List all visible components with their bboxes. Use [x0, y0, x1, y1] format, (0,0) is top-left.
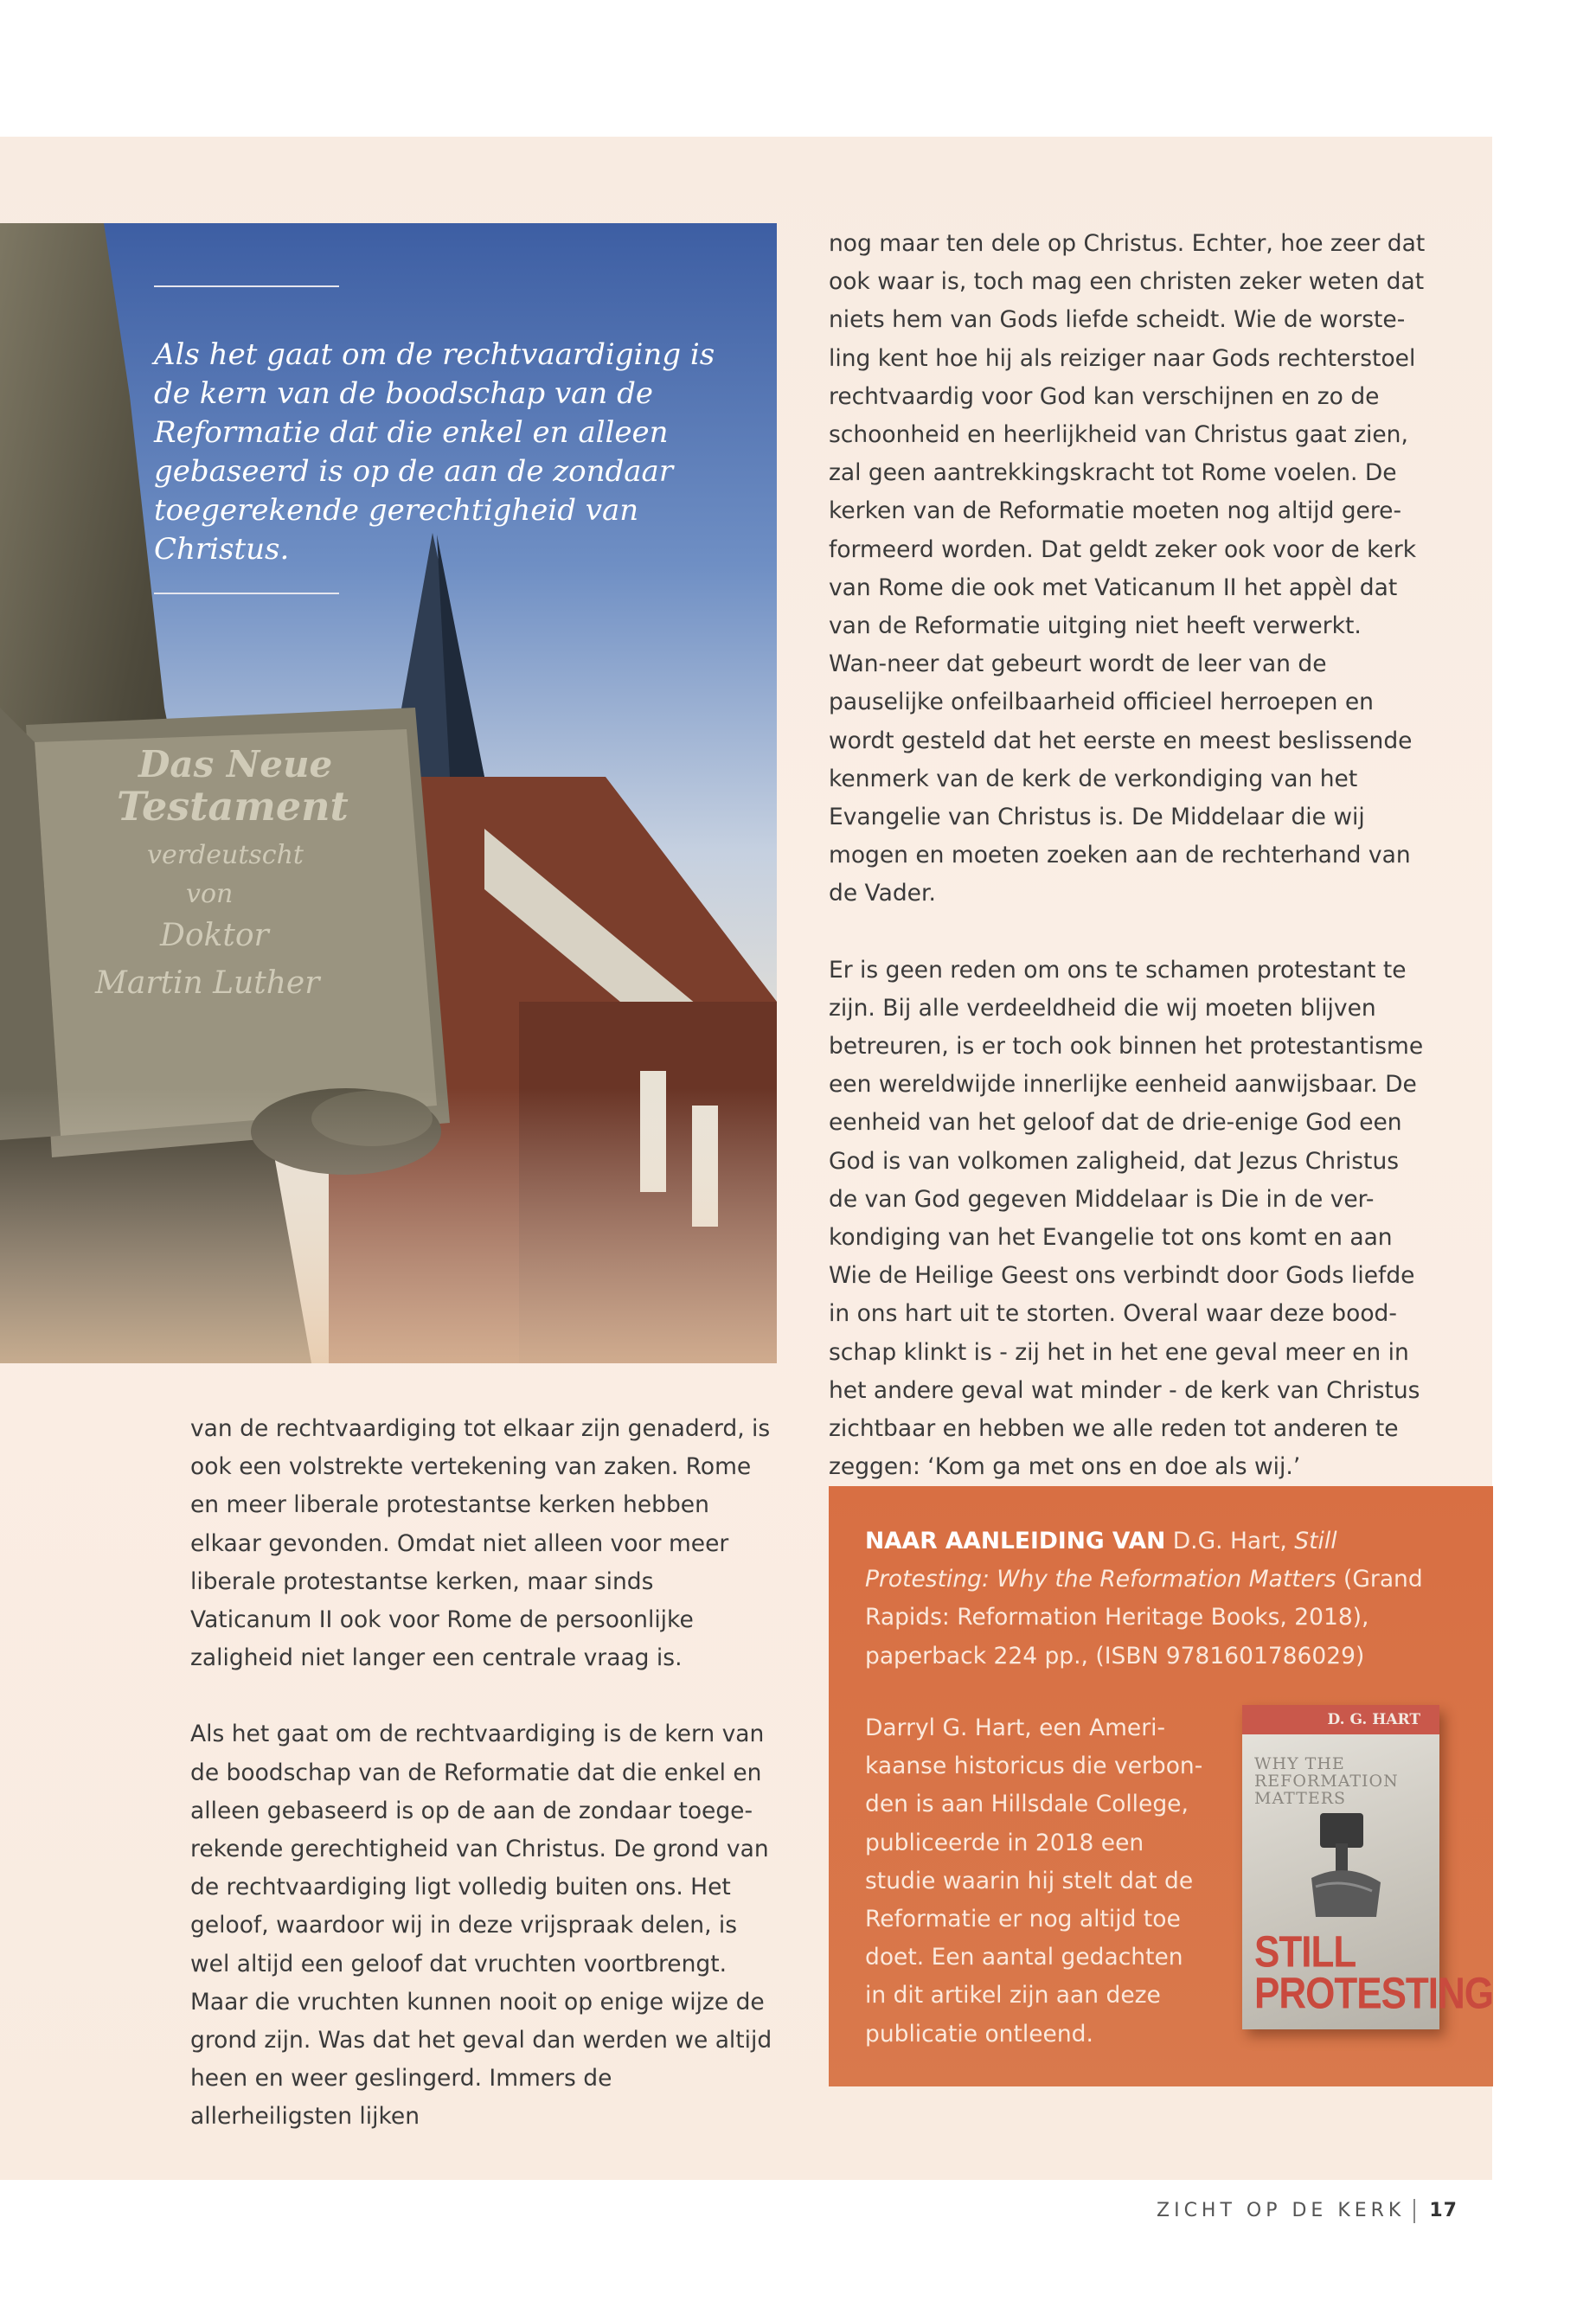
right-paragraph-2: Er is geen reden om ons te schamen protestant te zijn. Bij alle verdeeldheid die wij moeten blijven betreuren, is er toch ook binnen het protestantisme een wereldwijde innerlijke eenheid aanwijsbaar. De eenheid van het geloof dat de drie-enige God een God is van volkomen zaligheid, dat Jezus Christus de van God gegeven Middelaar is Die in de ver-kondiging van het Evangelie tot ons komt en aan Wie de Heilige Geest ons verbindt door Gods liefde in ons hart uit te storten. Overal waar deze bood-schap klinkt is - zij het in het ene geval meer en in het andere geval wat minder - de kerk van Christus zichtbaar en hebben we alle reden tot anderen te zeggen: ‘Kom ga met ons en doe als wij.’	[829, 956, 1424, 1481]
citation-title: Still Protesting: Why the Reformation Matters	[865, 1528, 1337, 1593]
fist-hammer-icon	[1294, 1809, 1398, 1921]
book-reference-box	[829, 1486, 1493, 2086]
book-text-martin-luther: Martin Luther	[95, 965, 320, 1001]
book-text-von: von	[186, 879, 234, 909]
book-text-doktor: Doktor	[160, 918, 269, 953]
book-text-das-neue: Das Neue	[138, 743, 333, 785]
citation-details: (Grand Rapids: Reformation Heritage Books, 2018), paperback 224 pp., (ISBN 9781601786029)	[865, 1566, 1423, 1670]
footer-divider	[1413, 2199, 1415, 2223]
citation-author: D.G. Hart,	[1172, 1528, 1287, 1554]
book-citation	[865, 1522, 1436, 1676]
article-column-left	[190, 1410, 779, 2137]
citation-lead: NAAR AANLEIDING VAN	[865, 1528, 1166, 1554]
author-bio: Darryl G. Hart, een Ameri-kaanse historicus die verbon-den is aan Hillsdale College, publiceerde in 2018 een studie waarin hij stelt dat de Reformatie er nog altijd toe doet. Een aantal gedachten in dit artikel zijn aan deze publicatie ontleend.	[865, 1715, 1203, 2048]
book-cover-subtitle: WHY THE REFORMATION MATTERS	[1254, 1754, 1399, 1808]
left-paragraph-2: Als het gaat om de rechtvaardiging is de kern van de boodschap van de Reformatie dat die enkel en alleen gebaseerd is op de aan de zondaar toege-rekende gerechtigheid van Christus. De grond van de rechtvaardiging ligt volledig buiten ons. Het geloof, waardoor wij in deze vrijspraak delen, is wel altijd een geloof dat vruchten voortbrengt. Maar die vruchten kunnen nooit op enige wijze de grond zijn. Was dat het geval dan werden we altijd heen en weer geslingerd. Immers de allerheiligsten lijken	[190, 1721, 772, 2131]
pull-quote: Als het gaat om de rechtvaardiging is de kern van de boodschap van de Reformatie dat die enkel en alleen gebaseerd is op de aan de zondaar toegerekende gerechtigheid van Christus.	[154, 337, 715, 567]
book-cover-author: D. G. HART	[1242, 1705, 1439, 1734]
magazine-name: ZICHT OP DE KERK	[1157, 2200, 1406, 2221]
right-paragraph-1: nog maar ten dele op Christus. Echter, hoe zeer dat ook waar is, toch mag een christen zeker weten dat niets hem van Gods liefde scheidt. Wie de worste-ling kent hoe hij als reiziger naar Gods rechterstoel rechtvaardig voor God kan verschijnen en zo de schoonheid en heerlijkheid van Christus gaat zien, zal geen aantrekkingskracht tot Rome voelen. De kerken van de Reformatie moeten nog altijd gere-formeerd worden. Dat geldt zeker ook voor de kerk van Rome die ook met Vaticanum II het appèl dat van de Reformatie uitging niet heeft verwerkt. Wan-neer dat gebeurt wordt de leer van de pauselijke onfeilbaarheid officieel herroepen en wordt gesteld dat het eerste en meest beslissende kenmerk van de kerk de verkondiging van het Evangelie van Christus is. De Middelaar die wij mogen en moeten zoeken aan de rechterhand van de Vader.	[829, 230, 1426, 907]
pullquote-rule-top	[154, 285, 339, 287]
book-cover-image	[1242, 1705, 1494, 2029]
page-footer	[1157, 2199, 1458, 2223]
article-column-right	[829, 225, 1426, 1487]
page-number: 17	[1429, 2200, 1458, 2221]
pullquote-rule-bottom	[154, 593, 339, 594]
left-paragraph-1: van de rechtvaardiging tot elkaar zijn genaderd, is ook een volstrekte vertekening van zaken. Rome en meer liberale protestantse kerken hebben elkaar gevonden. Omdat niet alleen voor meer liberale protestantse kerken, maar sinds Vaticanum II ook voor Rome de persoonlijke zaligheid niet langer een centrale vraag is.	[190, 1415, 771, 1672]
book-text-verdeutscht: verdeutscht	[147, 840, 304, 870]
luther-statue-photo	[0, 223, 777, 1363]
book-text-testament: Testament	[117, 783, 349, 830]
book-cover-title: STILL PROTESTING	[1254, 1927, 1494, 2019]
